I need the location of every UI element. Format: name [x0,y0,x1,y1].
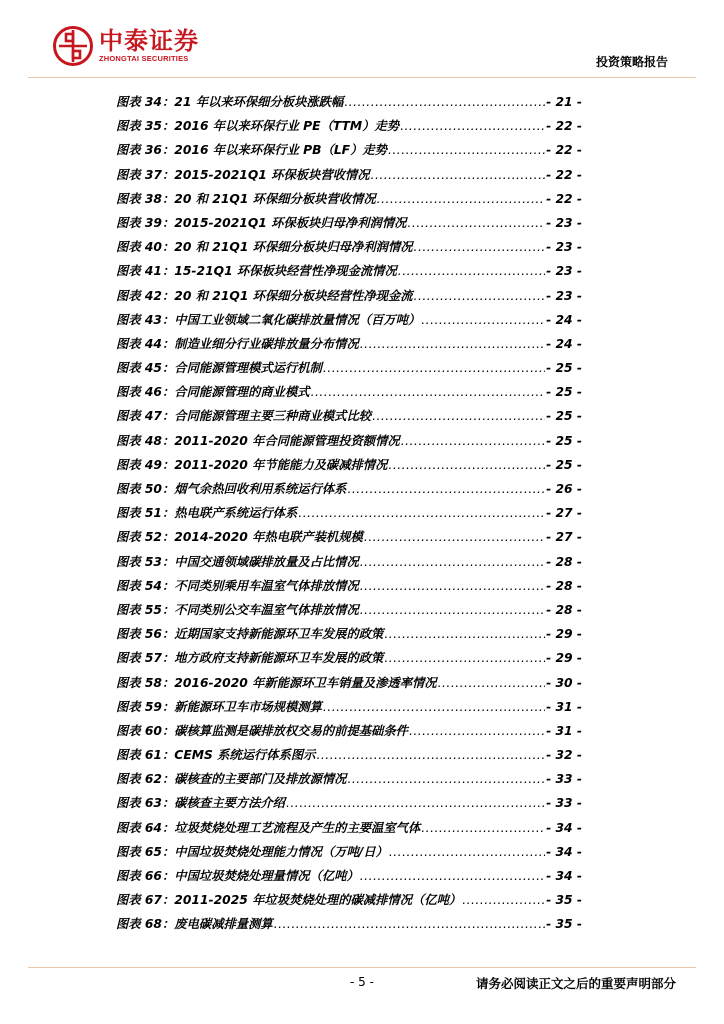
toc-entry-label: 图表 56： [116,627,175,642]
toc-dot-leader [414,240,546,254]
logo-chinese-name: 中泰证券 [99,27,199,55]
toc-entry[interactable] [116,358,582,382]
toc-entry-label: 图表 39： [116,215,175,230]
toc-entry-page: - 23 - [546,240,582,255]
toc-entry-label: 图表 42： [116,288,175,303]
toc-entry-page: - 29 - [546,651,582,666]
toc-entry-page: - 31 - [546,699,582,714]
toc-dot-leader [414,289,546,303]
toc-entry-page: - 22 - [546,119,582,134]
toc-entry[interactable] [116,382,582,406]
toc-entry-title: 不同类别乘用车温室气体排放情况 [174,578,359,593]
header-divider [28,77,696,78]
toc-entry-page: - 29 - [546,627,582,642]
toc-entry-title: 2016 年以来环保行业 PB（LF）走势 [174,143,387,158]
zhongtai-logo-icon [53,26,93,66]
toc-entry-page: - 35 - [546,893,582,908]
toc-dot-leader [388,458,545,472]
toc-entry[interactable] [116,842,582,866]
toc-entry[interactable] [116,600,582,624]
toc-dot-leader [400,119,545,133]
toc-entry-title: 中国工业领域二氧化碳排放量情况（百万吨） [174,312,421,327]
toc-entry-label: 图表 34： [116,95,175,109]
toc-entry-title: 热电联产系统运行体系 [174,506,298,521]
toc-entry-page: - 24 - [546,312,582,327]
toc-entry-title: 碳核查主要方法介绍 [174,796,285,811]
toc-entry-page: - 23 - [546,264,582,279]
toc-entry-label: 图表 62： [116,772,175,787]
toc-entry-page: - 28 - [546,602,582,617]
toc-entry[interactable] [116,406,582,430]
toc-entry-page: - 22 - [546,143,582,158]
toc-dot-leader [360,603,545,617]
toc-entry-label: 图表 44： [116,336,175,351]
toc-entry[interactable] [116,455,582,479]
page-header [0,0,724,80]
toc-dot-leader [384,627,545,641]
toc-entry-title: 20 和 21Q1 环保细分板块经营性净现金流 [174,288,413,303]
footer-disclaimer: 请务必阅读正文之后的重要声明部分 [475,976,676,991]
toc-entry-label: 图表 55： [116,602,175,617]
toc-entry-page: - 28 - [546,554,582,569]
toc-entry-page: - 25 - [546,385,582,400]
page-number: - 5 - [350,975,374,989]
toc-entry[interactable] [116,697,582,721]
toc-entry-page: - 34 - [546,820,582,835]
toc-entry-title: 合同能源管理模式运行机制 [174,361,322,376]
toc-entry-label: 图表 65： [116,844,175,859]
toc-dot-leader [377,192,545,206]
toc-entry-label: 图表 45： [116,361,175,376]
toc-dot-leader [421,821,545,835]
toc-entry-title: 2014-2020 年热电联产装机规模 [174,530,363,545]
toc-entry-title: 地方政府支持新能源环卫车发展的政策 [174,651,384,666]
toc-entry-page: - 30 - [546,675,582,690]
toc-entry-title: 中国交通领域碳排放量及占比情况 [174,554,359,569]
toc-dot-leader [274,917,545,931]
toc-entry[interactable] [116,165,582,189]
toc-entry-title: 20 和 21Q1 环保细分板块归母净利润情况 [174,240,413,255]
footer-divider [28,967,696,968]
toc-dot-leader [364,530,545,544]
toc-entry-label: 图表 53： [116,554,175,569]
toc-entry-title: 制造业细分行业碳排放量分布情况 [174,336,359,351]
toc-entry-page: - 25 - [546,433,582,448]
toc-dot-leader [398,264,545,278]
toc-entry[interactable] [116,527,582,551]
toc-entry[interactable] [116,92,582,116]
toc-entry-label: 图表 54： [116,578,175,593]
toc-entry-label: 图表 37： [116,167,175,182]
toc-dot-leader [409,724,545,738]
toc-entry-title: 碳核查的主要部门及排放源情况 [174,772,347,787]
toc-entry-title: CEMS 系统运行体系图示 [174,748,316,763]
toc-entry-title: 21 年以来环保细分板块涨跌幅 [174,95,344,109]
toc-dot-leader [407,216,545,230]
toc-entry-title: 新能源环卫车市场规模测算 [174,699,322,714]
toc-entry-page: - 25 - [546,457,582,472]
toc-entry-title: 2016 年以来环保行业 PE（TTM）走势 [174,119,400,134]
toc-entry[interactable] [116,793,582,817]
toc-dot-leader [360,555,545,569]
toc-dot-leader [372,409,545,423]
toc-entry-page: - 22 - [546,191,582,206]
toc-entry-title: 合同能源管理的商业模式 [174,385,310,400]
toc-entry-label: 图表 66： [116,869,175,883]
toc-dot-leader [316,748,545,762]
toc-entry[interactable] [116,116,582,140]
toc-entry[interactable] [116,334,582,358]
toc-entry-label: 图表 64： [116,820,175,835]
toc-entry[interactable] [116,673,582,697]
toc-entry-title: 2011-2020 年节能能力及碳减排情况 [174,457,388,472]
toc-dot-leader [388,143,545,157]
toc-entry-title: 碳核算监测是碳排放权交易的前提基础条件 [174,723,408,738]
toc-entry[interactable] [116,140,582,164]
figure-index-list [116,92,582,939]
toc-entry-label: 图表 57： [116,651,175,666]
toc-dot-leader [344,95,545,109]
toc-entry-page: - 22 - [546,167,582,182]
toc-entry-page: - 23 - [546,215,582,230]
toc-dot-leader [347,482,545,496]
toc-entry[interactable] [116,745,582,769]
toc-entry-page: - 27 - [546,530,582,545]
toc-entry-title: 不同类别公交车温室气体排放情况 [174,602,359,617]
toc-entry-title: 2016-2020 年新能源环卫车销量及渗透率情况 [174,675,437,690]
toc-entry[interactable] [116,624,582,648]
toc-dot-leader [401,434,545,448]
toc-entry-title: 垃圾焚烧处理工艺流程及产生的主要温室气体 [174,820,421,835]
toc-entry[interactable] [116,237,582,261]
toc-dot-leader [371,168,546,182]
toc-entry-label: 图表 48： [116,433,175,448]
toc-dot-leader [347,772,545,786]
toc-entry-label: 图表 59： [116,699,175,714]
toc-entry-label: 图表 47： [116,409,175,424]
toc-dot-leader [323,361,545,375]
toc-entry-title: 合同能源管理主要三种商业模式比较 [174,409,372,424]
toc-entry-page: - 23 - [546,288,582,303]
toc-entry-title: 2011-2025 年垃圾焚烧处理的碳减排情况（亿吨） [174,893,462,908]
toc-entry[interactable] [116,648,582,672]
toc-entry-label: 图表 43： [116,312,175,327]
toc-entry-label: 图表 52： [116,530,175,545]
toc-entry[interactable] [116,286,582,310]
toc-entry-label: 图表 40： [116,240,175,255]
toc-entry-page: - 34 - [546,844,582,859]
toc-dot-leader [360,337,545,351]
toc-entry-label: 图表 46： [116,385,175,400]
toc-entry-page: - 24 - [546,336,582,351]
toc-entry[interactable] [116,576,582,600]
toc-entry-page: - 34 - [546,869,582,883]
report-type-label: 投资策略报告 [595,55,668,69]
toc-entry-title: 15-21Q1 环保板块经营性净现金流情况 [174,264,397,279]
toc-entry-label: 图表 67： [116,893,175,908]
toc-entry[interactable] [116,890,582,914]
toc-entry-page: - 33 - [546,796,582,811]
toc-entry-page: - 25 - [546,409,582,424]
toc-dot-leader [360,579,545,593]
toc-entry-label: 图表 36： [116,143,175,158]
toc-dot-leader [389,845,545,859]
toc-entry-title: 烟气余热回收利用系统运行体系 [174,482,347,496]
toc-entry-label: 图表 68： [116,917,175,932]
toc-entry-page: - 28 - [546,578,582,593]
toc-entry-title: 中国垃圾焚烧处理量情况（亿吨） [174,869,359,883]
company-logo [53,26,199,66]
toc-dot-leader [462,893,545,907]
toc-entry[interactable] [116,310,582,334]
toc-entry[interactable] [116,189,582,213]
toc-entry-label: 图表 58： [116,675,175,690]
toc-entry[interactable] [116,769,582,793]
toc-entry-label: 图表 49： [116,457,175,472]
toc-entry-label: 图表 60： [116,723,175,738]
toc-entry-page: - 27 - [546,506,582,521]
toc-entry[interactable] [116,818,582,842]
toc-entry-label: 图表 41： [116,264,175,279]
toc-entry[interactable] [116,721,582,745]
toc-dot-leader [438,676,546,690]
toc-dot-leader [360,869,545,883]
toc-entry-page: - 32 - [546,748,582,763]
toc-entry-page: - 26 - [546,482,582,496]
toc-entry-page: - 31 - [546,723,582,738]
toc-entry[interactable] [116,866,582,890]
toc-entry-label: 图表 50： [116,482,175,496]
toc-entry[interactable] [116,552,582,576]
toc-entry-title: 2015-2021Q1 环保板块归母净利润情况 [174,215,407,230]
toc-entry-title: 2015-2021Q1 环保板块营收情况 [174,167,370,182]
toc-dot-leader [323,700,545,714]
toc-entry-label: 图表 38： [116,191,175,206]
toc-entry-title: 近期国家支持新能源环卫车发展的政策 [174,627,384,642]
logo-english-name: ZHONGTAI SECURITIES [99,54,189,63]
toc-entry-label: 图表 61： [116,748,175,763]
toc-entry-page: - 25 - [546,361,582,376]
toc-dot-leader [311,385,546,399]
toc-entry[interactable] [116,503,582,527]
toc-entry[interactable] [116,479,582,503]
toc-dot-leader [286,796,545,810]
toc-dot-leader [421,313,545,327]
toc-entry[interactable] [116,431,582,455]
toc-entry-page: - 21 - [546,95,582,109]
toc-entry[interactable] [116,914,582,938]
toc-entry-page: - 33 - [546,772,582,787]
toc-entry-title: 中国垃圾焚烧处理能力情况（万吨/日） [174,844,388,859]
toc-entry[interactable] [116,213,582,237]
toc-entry-title: 2011-2020 年合同能源管理投资额情况 [174,433,400,448]
toc-dot-leader [298,506,545,520]
toc-dot-leader [384,651,545,665]
toc-entry[interactable] [116,261,582,285]
toc-entry-label: 图表 63： [116,796,175,811]
toc-entry-label: 图表 51： [116,506,175,521]
toc-entry-label: 图表 35： [116,119,175,134]
toc-entry-title: 废电碳减排量测算 [174,917,273,932]
toc-entry-title: 20 和 21Q1 环保细分板块营收情况 [174,191,376,206]
toc-entry-page: - 35 - [546,917,582,932]
